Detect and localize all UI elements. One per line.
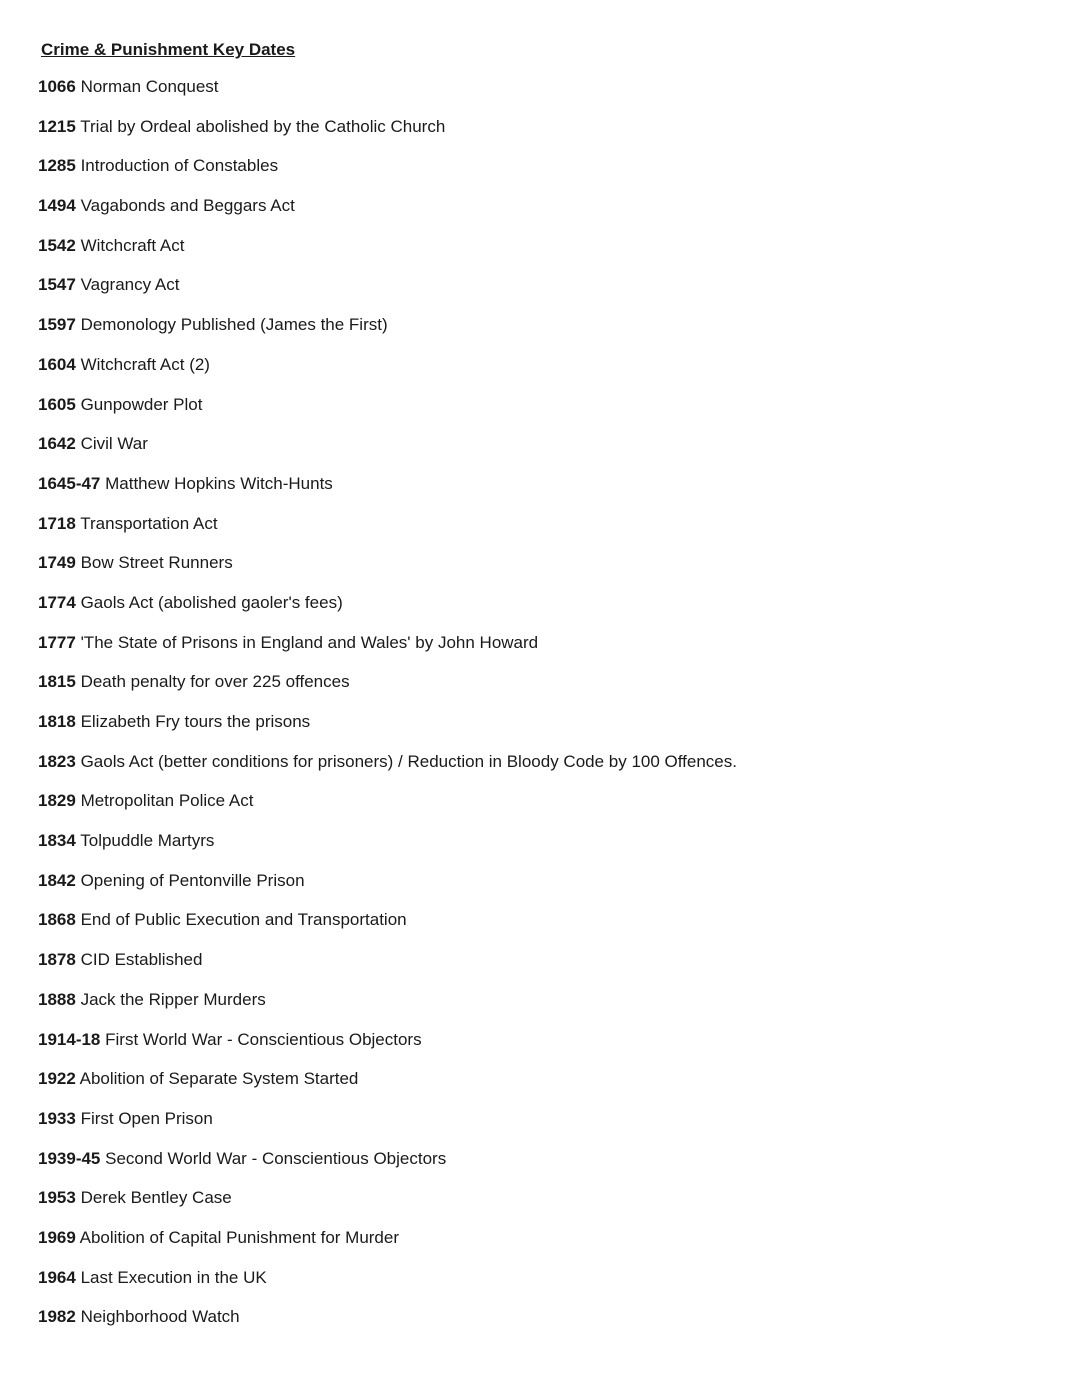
date-entry [38,1029,1038,1069]
date-entry [38,76,1038,116]
entry-year: 1542 [38,235,76,255]
entry-year: 1718 [38,513,76,533]
entry-event: Introduction of Constables [80,156,279,176]
date-entry [38,473,1038,513]
entry-year: 1953 [38,1188,76,1208]
entry-year: 1815 [38,672,76,692]
date-entry [38,751,1038,791]
date-entry [38,870,1038,910]
entry-event: Elizabeth Fry tours the prisons [80,712,311,731]
entry-event: 'The State of Prisons in England and Wales' by John Howard [80,632,539,652]
entry-event: Vagabonds and Beggars Act [80,196,295,216]
entry-year: 1969 [38,1227,76,1247]
date-entry [38,1187,1038,1227]
entry-event: Gaols Act (better conditions for prisoners) / Reduction in Bloody Code by 100 Offences. [80,751,737,771]
date-entry [38,790,1038,830]
date-entry [38,513,1038,553]
entry-event: Gunpowder Plot [80,394,203,414]
entry-event: Death penalty for over 225 offences [80,672,350,692]
entry-year: 1604 [38,354,76,374]
date-entry [38,433,1038,473]
date-entry [38,1306,1038,1346]
entry-year: 1834 [38,831,76,851]
date-entry [38,949,1038,989]
entry-event: Second World War - Conscientious Objectors [105,1148,447,1168]
entry-year: 1939-45 [38,1148,101,1168]
entry-event: Neighborhood Watch [80,1307,240,1327]
entry-year: 1914-18 [38,1029,101,1049]
date-entry [38,1148,1038,1188]
date-entry [38,354,1038,394]
entry-year: 1888 [38,989,76,1009]
entry-year: 1642 [38,434,76,454]
entry-event: Vagrancy Act [80,275,180,295]
entry-year: 1547 [38,275,76,295]
date-entry [38,274,1038,314]
entry-event: Demonology Published (James the First) [80,315,388,335]
entry-year: 1964 [38,1267,76,1287]
entry-event: Norman Conquest [80,77,219,96]
entry-year: 1645-47 [38,473,101,493]
entry-event: First Open Prison [80,1108,213,1128]
entry-year: 1215 [38,116,76,136]
entry-year: 1982 [38,1307,76,1327]
date-entry [38,1267,1038,1307]
entry-event: Jack the Ripper Murders [80,989,266,1009]
entry-year: 1823 [38,751,76,771]
entry-year: 1922 [38,1069,76,1089]
date-entry [38,1068,1038,1108]
entry-event: Metropolitan Police Act [80,791,254,811]
entry-event: Civil War [80,434,148,454]
entry-year: 1605 [38,394,76,414]
entry-year: 1285 [38,156,76,176]
date-entry [38,592,1038,632]
entry-year: 1829 [38,791,76,811]
date-entry [38,989,1038,1029]
key-dates-list [38,76,1038,1346]
entry-year: 1842 [38,870,76,890]
date-entry [38,909,1038,949]
entry-year: 1066 [38,77,76,96]
entry-year: 1494 [38,196,76,216]
date-entry [38,155,1038,195]
date-entry [38,671,1038,711]
entry-event: Abolition of Separate System Started [79,1069,359,1089]
entry-event: Matthew Hopkins Witch-Hunts [105,473,333,493]
date-entry [38,632,1038,672]
date-entry [38,830,1038,870]
entry-event: Opening of Pentonville Prison [80,870,305,890]
entry-event: Abolition of Capital Punishment for Murder [79,1227,400,1247]
entry-event: CID Established [80,950,203,970]
entry-year: 1774 [38,592,76,612]
date-entry [38,314,1038,354]
entry-year: 1777 [38,632,76,652]
entry-event: First World War - Conscientious Objectors [105,1029,422,1049]
entry-event: Derek Bentley Case [80,1188,232,1208]
entry-event: End of Public Execution and Transportation [80,910,407,930]
entry-event: Gaols Act (abolished gaoler's fees) [80,592,343,612]
date-entry [38,552,1038,592]
date-entry [38,235,1038,275]
entry-year: 1749 [38,553,76,573]
date-entry [38,394,1038,434]
entry-event: Last Execution in the UK [80,1267,267,1287]
document-page [38,36,1038,1346]
entry-event: Transportation Act [80,513,218,533]
entry-year: 1933 [38,1108,76,1128]
entry-year: 1818 [38,712,76,731]
entry-event: Tolpuddle Martyrs [80,831,215,851]
entry-event: Bow Street Runners [80,553,233,573]
entry-event: Witchcraft Act [80,235,185,255]
date-entry [38,116,1038,156]
entry-year: 1868 [38,910,76,930]
entry-year: 1878 [38,950,76,970]
entry-event: Witchcraft Act (2) [80,354,210,374]
date-entry [38,711,1038,751]
date-entry [38,1227,1038,1267]
document-title: Crime & Punishment Key Dates [41,40,296,59]
entry-year: 1597 [38,315,76,335]
date-entry [38,1108,1038,1148]
date-entry [38,195,1038,235]
entry-event: Trial by Ordeal abolished by the Catholic Church [80,116,446,136]
